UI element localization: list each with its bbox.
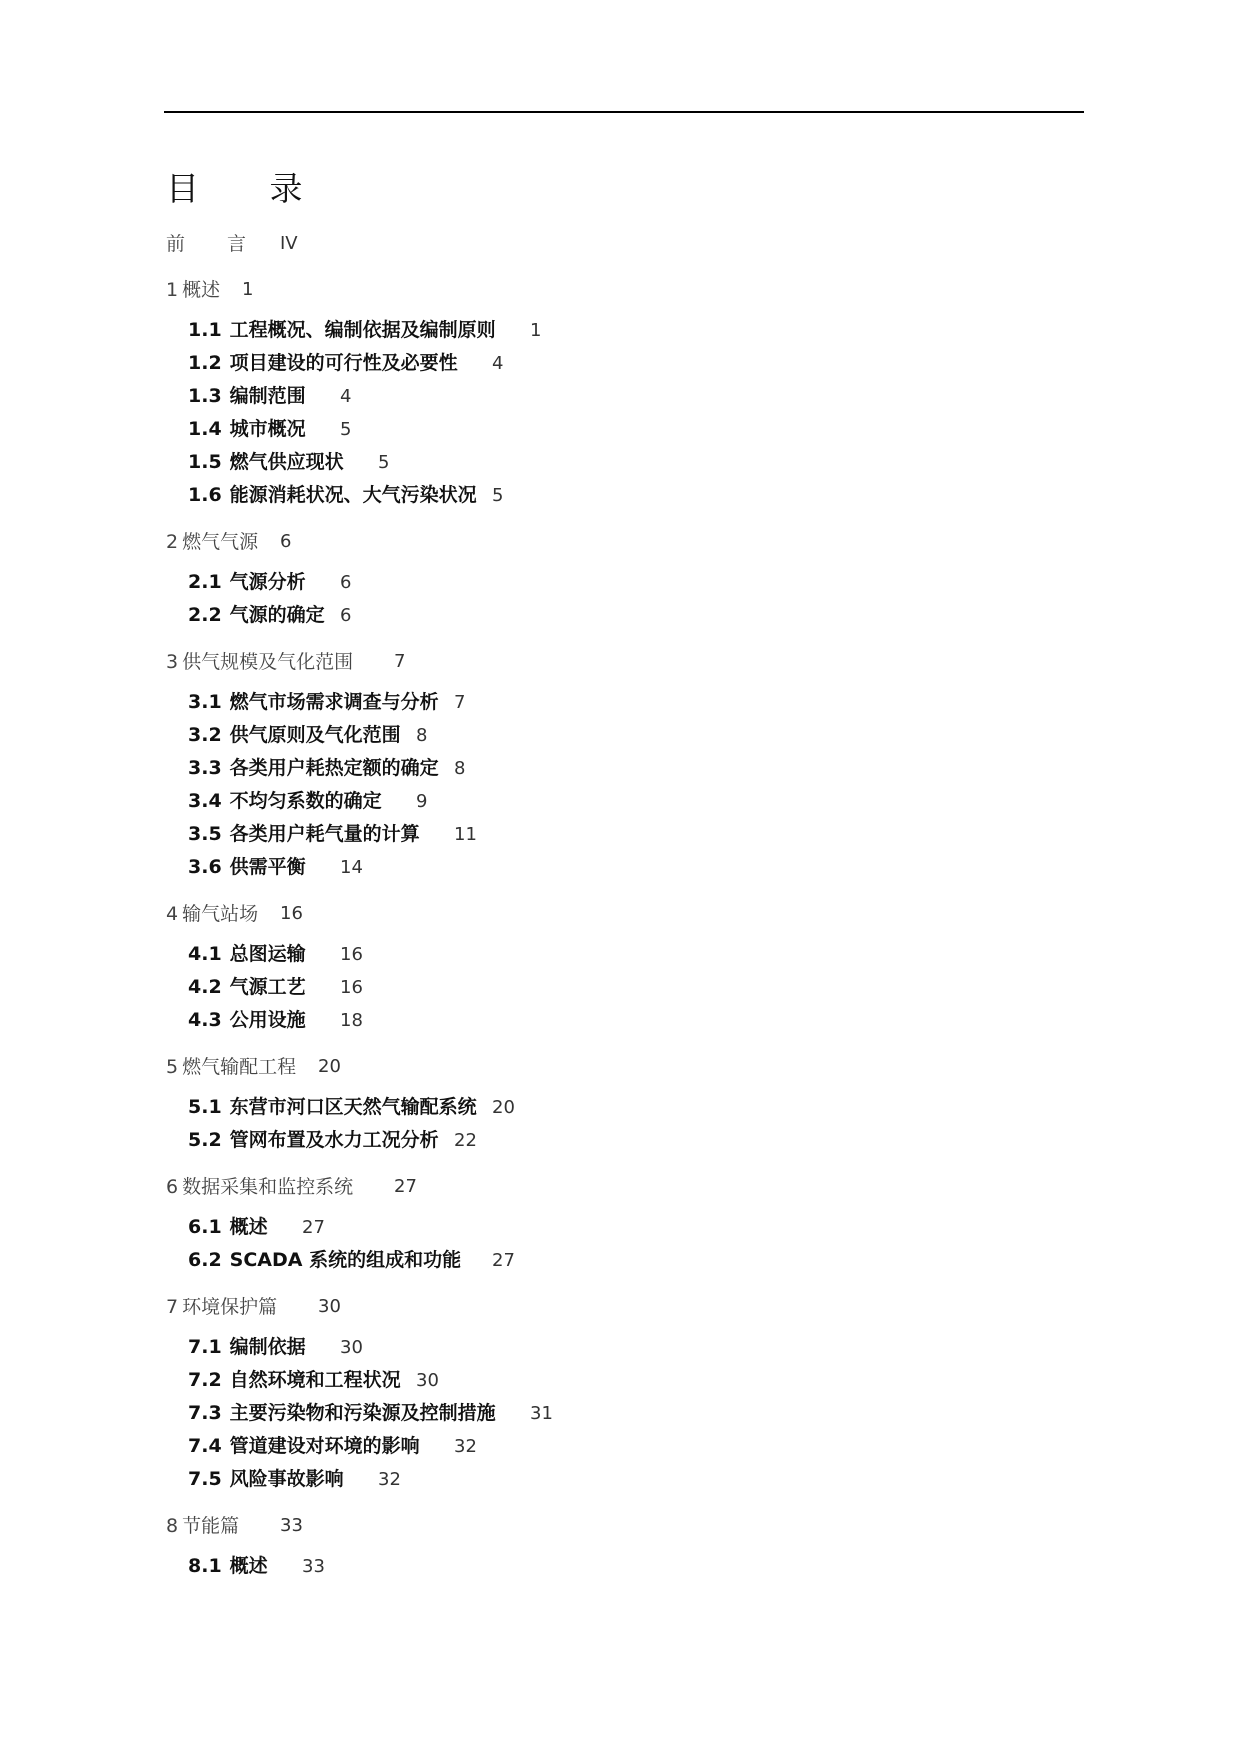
toc-entry-page: 27 — [394, 1176, 417, 1197]
toc-section-entry[interactable] — [166, 446, 1066, 479]
toc-section-entry[interactable] — [166, 1244, 1066, 1277]
toc-entry-number: 4 — [166, 903, 179, 925]
toc-entry-label: 各类用户耗热定额的确定 — [229, 757, 439, 779]
toc-entry-page: 32 — [378, 1469, 401, 1490]
toc-entry-number: 2 — [166, 531, 179, 553]
toc-section-entry[interactable] — [166, 1463, 1066, 1496]
toc-section-entry[interactable] — [166, 686, 1066, 719]
toc-entry-number: 5 — [166, 1056, 179, 1078]
toc-entry-page: 4 — [492, 353, 504, 374]
toc-entry-page: 16 — [280, 903, 303, 924]
toc-entry-number: 3.5 — [188, 823, 222, 845]
toc-entry-number: 4.1 — [188, 943, 222, 965]
toc-chapter-entry[interactable] — [166, 1291, 1066, 1323]
toc-entry-page: 20 — [318, 1056, 341, 1077]
toc-entry-number: 5.1 — [188, 1096, 222, 1118]
toc-entry-label: 风险事故影响 — [229, 1468, 344, 1490]
toc-entry-page: 33 — [302, 1556, 325, 1577]
toc-entry-label: 输气站场 — [182, 903, 259, 925]
toc-entry-label: 编制依据 — [229, 1336, 306, 1358]
toc-entry-page: 30 — [318, 1296, 341, 1317]
toc-chapter-entry[interactable] — [166, 274, 1066, 306]
toc-entry-label: 工程概况、编制依据及编制原则 — [229, 319, 496, 341]
toc-entry-page: 18 — [340, 1010, 363, 1031]
toc-entry-number: 7.4 — [188, 1435, 222, 1457]
toc-entry-label: 管道建设对环境的影响 — [229, 1435, 420, 1457]
toc-entry-label: 能源消耗状况、大气污染状况 — [229, 484, 477, 506]
toc-entry-number: 1 — [166, 279, 179, 301]
toc-entry-page: 9 — [416, 791, 428, 812]
toc-entry-number: 4.3 — [188, 1009, 222, 1031]
toc-entry-page: 22 — [454, 1130, 477, 1151]
toc-entry-page: 1 — [530, 320, 542, 341]
toc-entry-label: 数据采集和监控系统 — [182, 1176, 354, 1198]
toc-chapter-entry[interactable] — [166, 1051, 1066, 1083]
toc-entry-number: 7.3 — [188, 1402, 222, 1424]
toc-entry-label: 总图运输 — [229, 943, 306, 965]
toc-section-entry[interactable] — [166, 971, 1066, 1004]
toc-entry-page: 8 — [416, 725, 428, 746]
toc-section-entry[interactable] — [166, 1430, 1066, 1463]
toc-section-entry[interactable] — [166, 1211, 1066, 1244]
toc-entry-label: 供气规模及气化范围 — [182, 651, 354, 673]
toc-section-entry[interactable] — [166, 599, 1066, 632]
toc-entry-number: 6.1 — [188, 1216, 222, 1238]
toc-entry-label: 项目建设的可行性及必要性 — [229, 352, 458, 374]
toc-section-entry[interactable] — [166, 1331, 1066, 1364]
toc-entry-page: 8 — [454, 758, 466, 779]
toc-entry-number: 3.1 — [188, 691, 222, 713]
toc-section-entry[interactable] — [166, 1004, 1066, 1037]
toc-entry-number: 3.4 — [188, 790, 222, 812]
toc-entry-label: 概述 — [182, 279, 221, 301]
toc-chapter-entry[interactable] — [166, 228, 1066, 260]
toc-entry-page: 20 — [492, 1097, 515, 1118]
toc-entry-label: 各类用户耗气量的计算 — [229, 823, 420, 845]
toc-entry-number: 3.6 — [188, 856, 222, 878]
toc-entry-number: 1.5 — [188, 451, 222, 473]
toc-entry-page: 27 — [492, 1250, 515, 1271]
toc-chapter-entry[interactable] — [166, 646, 1066, 678]
toc-entry-page: 4 — [340, 386, 352, 407]
toc-entry-page: 32 — [454, 1436, 477, 1457]
toc-section-entry[interactable] — [166, 314, 1066, 347]
toc-entry-number: 8 — [166, 1515, 179, 1537]
toc-entry-label: SCADA 系统的组成和功能 — [229, 1249, 462, 1271]
toc-entry-page: 33 — [280, 1515, 303, 1536]
toc-entry-number: 4.2 — [188, 976, 222, 998]
toc-entry-number: 7.1 — [188, 1336, 222, 1358]
toc-entry-page: 5 — [492, 485, 504, 506]
toc-entry-label: 供需平衡 — [229, 856, 306, 878]
toc-section-entry[interactable] — [166, 938, 1066, 971]
toc-entry-label: 燃气供应现状 — [229, 451, 344, 473]
toc-entry-page: 7 — [394, 651, 406, 672]
toc-entry-label: 公用设施 — [229, 1009, 306, 1031]
toc-entry-label: 燃气气源 — [182, 531, 259, 553]
toc-entry-label: 环境保护篇 — [182, 1296, 278, 1318]
toc-entry-page: 6 — [280, 531, 292, 552]
toc-entry-page: 6 — [340, 605, 352, 626]
toc-entry-number: 2.1 — [188, 571, 222, 593]
toc-entry-number: 6 — [166, 1176, 179, 1198]
toc-section-entry[interactable] — [166, 1091, 1066, 1124]
toc-chapter-entry[interactable] — [166, 1171, 1066, 1203]
toc-entry-page: 16 — [340, 944, 363, 965]
toc-entry-label: 不均匀系数的确定 — [229, 790, 382, 812]
toc-entry-number: 1.4 — [188, 418, 222, 440]
toc-chapter-entry[interactable] — [166, 526, 1066, 558]
toc-entry-page: 30 — [416, 1370, 439, 1391]
toc-entry-number: 5.2 — [188, 1129, 222, 1151]
toc-entry-label: 管网布置及水力工况分析 — [229, 1129, 439, 1151]
toc-section-entry[interactable] — [166, 380, 1066, 413]
toc-entry-label: 东营市河口区天然气输配系统 — [229, 1096, 477, 1118]
toc-section-entry[interactable] — [166, 1550, 1066, 1583]
toc-entry-label: 概述 — [229, 1555, 268, 1577]
toc-section-entry[interactable] — [166, 347, 1066, 380]
toc-entry-page: IV — [280, 233, 298, 254]
toc-entry-page: 31 — [530, 1403, 553, 1424]
toc-entry-page: 1 — [242, 279, 254, 300]
toc-entry-label: 供气原则及气化范围 — [229, 724, 401, 746]
toc-entry-label: 气源分析 — [229, 571, 306, 593]
toc-entry-number: 7.2 — [188, 1369, 222, 1391]
table-of-contents — [166, 228, 1066, 1583]
toc-entry-page: 14 — [340, 857, 363, 878]
toc-entry-number: 7 — [166, 1296, 179, 1318]
toc-entry-page: 27 — [302, 1217, 325, 1238]
toc-entry-number: 3.3 — [188, 757, 222, 779]
toc-entry-number: 2.2 — [188, 604, 222, 626]
toc-entry-label: 气源工艺 — [229, 976, 306, 998]
toc-section-entry[interactable] — [166, 1397, 1066, 1430]
toc-section-entry[interactable] — [166, 785, 1066, 818]
toc-entry-number: 1.6 — [188, 484, 222, 506]
toc-entry-number: 8.1 — [188, 1555, 222, 1577]
toc-section-entry[interactable] — [166, 566, 1066, 599]
toc-entry-label: 自然环境和工程状况 — [229, 1369, 401, 1391]
toc-entry-number: 3.2 — [188, 724, 222, 746]
header-rule — [164, 111, 1084, 113]
toc-chapter-entry[interactable] — [166, 898, 1066, 930]
toc-section-entry[interactable] — [166, 1364, 1066, 1397]
toc-entry-number: 1.3 — [188, 385, 222, 407]
toc-entry-label: 燃气输配工程 — [182, 1056, 297, 1078]
toc-entry-label: 编制范围 — [229, 385, 306, 407]
toc-entry-label: 节能篇 — [182, 1515, 240, 1537]
toc-section-entry[interactable] — [166, 851, 1066, 884]
toc-section-entry[interactable] — [166, 752, 1066, 785]
toc-section-entry[interactable] — [166, 719, 1066, 752]
toc-entry-label: 主要污染物和污染源及控制措施 — [229, 1402, 496, 1424]
toc-entry-number: 3 — [166, 651, 179, 673]
toc-entry-page: 16 — [340, 977, 363, 998]
toc-chapter-entry[interactable] — [166, 1510, 1066, 1542]
toc-entry-label: 前 言 — [166, 233, 265, 255]
toc-section-entry[interactable] — [166, 818, 1066, 851]
toc-entry-number: 7.5 — [188, 1468, 222, 1490]
toc-entry-number: 1.1 — [188, 319, 222, 341]
toc-section-entry[interactable] — [166, 413, 1066, 446]
toc-entry-label: 概述 — [229, 1216, 268, 1238]
toc-entry-page: 5 — [340, 419, 352, 440]
toc-title: 目 录 — [166, 169, 333, 208]
toc-entry-label: 城市概况 — [229, 418, 306, 440]
toc-entry-page: 5 — [378, 452, 390, 473]
toc-entry-label: 气源的确定 — [229, 604, 325, 626]
toc-entry-page: 11 — [454, 824, 477, 845]
toc-entry-number: 1.2 — [188, 352, 222, 374]
toc-entry-page: 7 — [454, 692, 466, 713]
toc-entry-page: 6 — [340, 572, 352, 593]
toc-section-entry[interactable] — [166, 479, 1066, 512]
toc-entry-number: 6.2 — [188, 1249, 222, 1271]
toc-entry-page: 30 — [340, 1337, 363, 1358]
toc-section-entry[interactable] — [166, 1124, 1066, 1157]
toc-entry-label: 燃气市场需求调查与分析 — [229, 691, 439, 713]
